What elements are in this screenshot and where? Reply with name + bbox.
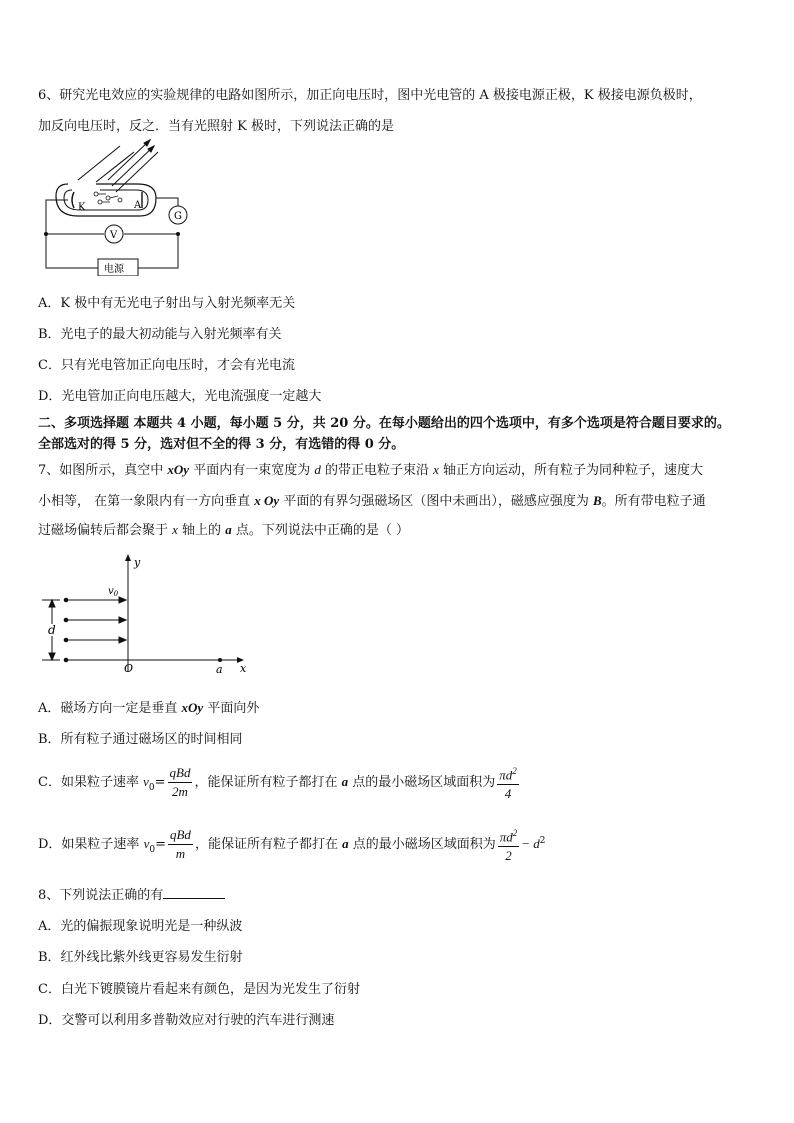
q7-option-b: B．所有粒子通过磁场区的时间相同 — [38, 732, 243, 747]
y-axis-label: y — [134, 556, 141, 569]
width-label: d — [48, 623, 56, 637]
beam-arrows — [64, 597, 126, 662]
q8-option-b: B．红外线比紫外线更容易发生衍射 — [38, 950, 243, 965]
q7-stem-line3: 过磁场偏转后都会聚于 x 轴上的 a 点。下列说法中正确的是（ ） — [38, 522, 409, 538]
fraction-qbd-2m: $\frac{\text{qBd}}{2m}$ — [169, 765, 191, 800]
label-v: V — [110, 230, 118, 241]
q6-option-c: C．只有光电管加正向电压时，才会有光电流 — [38, 358, 295, 373]
q6-stem-line1: 6、研究光电效应的实验规律的电路如图所示，加正向电压时，图中光电管的 A 极接电源正极，K 极接电源负极时， — [38, 88, 702, 103]
label-a: A — [134, 200, 142, 211]
section2-heading-line1: 二、多项选择题 本题共 4 小题，每小题 5 分，共 20 分。在每小题给出的四个选项中，有多个选项是符合题目要求的。 — [38, 416, 730, 431]
particle-beam-diagram — [38, 552, 258, 674]
electrons — [94, 192, 122, 204]
q7-option-a: A．磁场方向一定是垂直 xOy 平面向外 — [38, 700, 260, 716]
q7-option-c: C．如果粒子速率 $v_0=$ $\frac{\text{qBd}}{2m}$ ，能保证所有粒子都打在 a 点的最小磁场区域面积为 $\frac{\pi d^2}{4}$ — [38, 762, 521, 803]
q7-stem-line1: 7、如图所示，真空中 xOy 平面内有一束宽度为 d 的带正电粒子束沿 x 轴正方向运动，所有粒子为同种粒子，速度大 — [38, 462, 704, 478]
x-axis-label: x — [240, 662, 247, 674]
answer-blank — [163, 886, 225, 899]
q7-option-d: D．如果粒子速率 $v_0=$ $\frac{\text{qBd}}{m}$ ，能保证所有粒子都打在 a 点的最小磁场区域面积为 $\frac{\pi d^2}{2}$ − $d^2$ — [38, 824, 546, 865]
label-g: G — [174, 211, 182, 222]
q6-option-d: D．光电管加正向电压越大，光电流强度一定越大 — [38, 389, 322, 404]
origin-label: O — [124, 662, 134, 674]
tube-arm — [78, 146, 134, 182]
cathode-k — [72, 192, 74, 208]
fraction-qbd-m: $\frac{\text{qBd}}{m}$ — [169, 827, 191, 862]
section2-heading-line2: 全部选对的得 5 分，选对但不全的得 3 分，有选错的得 0 分。 — [38, 437, 405, 452]
q7-stem-line2: 小相等， 在第一象限内有一方向垂直 x Oy 平面的有界匀强磁场区（图中未画出），磁感应强度为 B。所有带电粒子通 — [38, 493, 706, 509]
label-power: 电源 — [104, 264, 124, 275]
point-a — [218, 658, 222, 662]
label-k: K — [78, 202, 86, 213]
velocity-label: $v_0$ — [108, 586, 119, 598]
q6-option-a: A．K 极中有无光电子射出与入射光频率无关 — [38, 296, 296, 311]
photoelectric-circuit-diagram — [38, 138, 198, 276]
q8-option-d: D．交警可以利用多普勒效应对行驶的汽车进行测速 — [38, 1013, 335, 1028]
q6-stem-line2: 加反向电压时，反之．当有光照射 K 极时，下列说法正确的是 — [38, 119, 394, 134]
q8-option-a: A．光的偏振现象说明光是一种纵波 — [38, 919, 243, 934]
q6-option-b: B．光电子的最大初动能与入射光频率有关 — [38, 327, 282, 342]
q8-option-c: C．白光下镀膜镜片看起来有颜色，是因为光发生了衍射 — [38, 982, 360, 997]
fraction-pi-d2-4: $\frac{\pi d^2}{4}$ — [497, 762, 519, 803]
fraction-pi-d2-2: $\frac{\pi d^2}{2}$ — [498, 824, 520, 865]
q8-stem: 8、下列说法正确的有 — [38, 884, 225, 903]
point-a-label: a — [216, 663, 223, 674]
